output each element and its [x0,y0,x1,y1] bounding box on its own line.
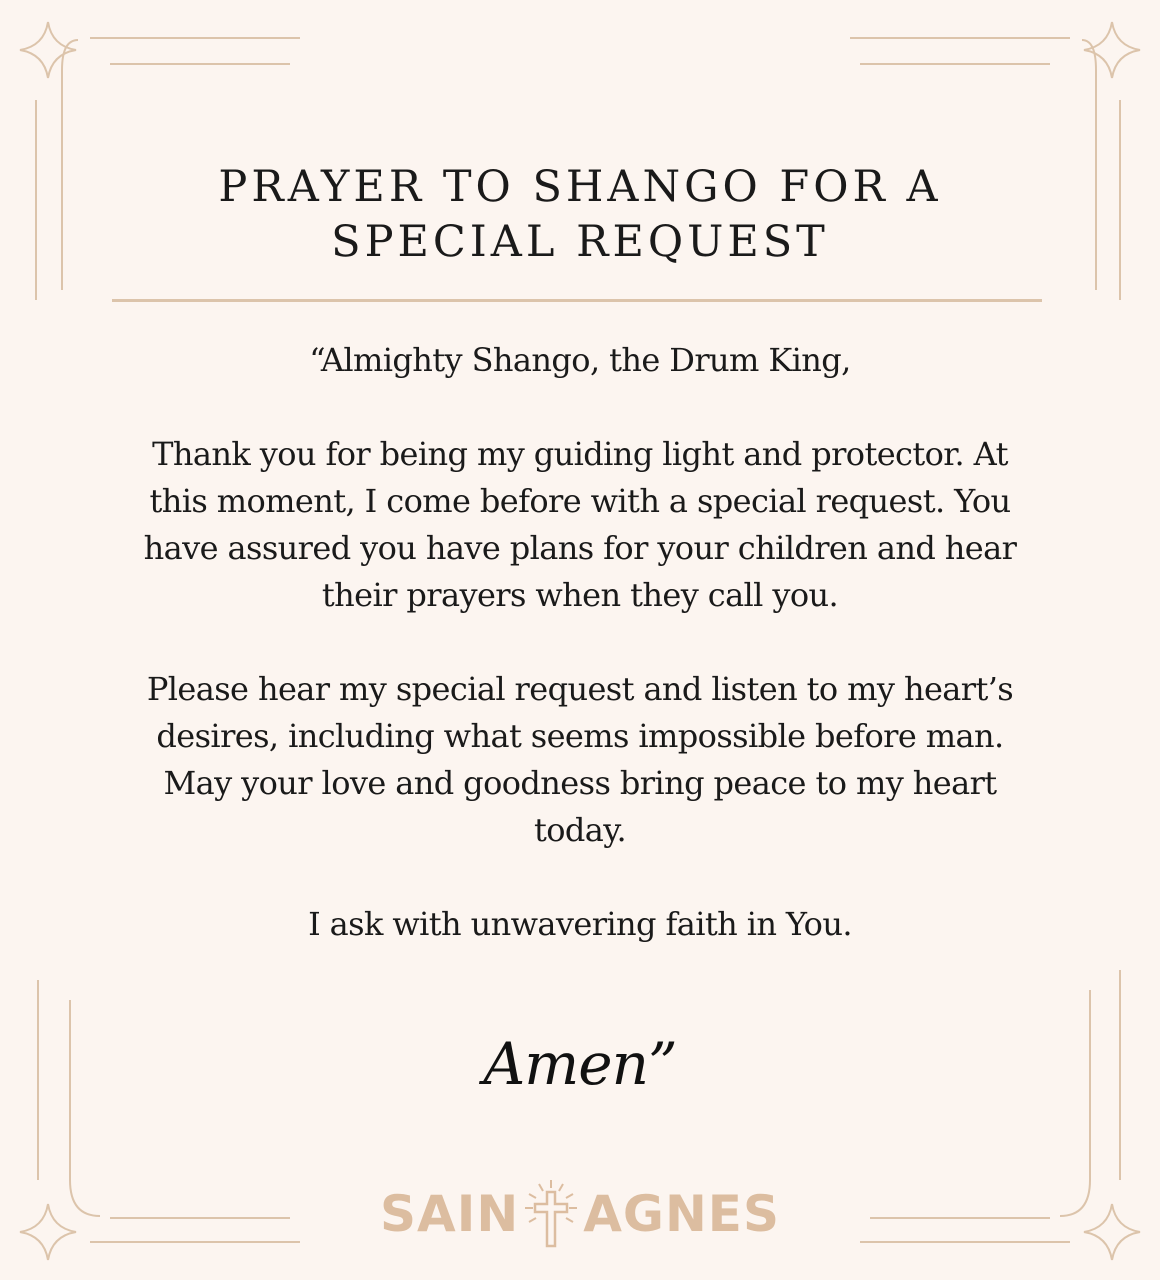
title-line-2: SPECIAL REQUEST [331,217,829,267]
prayer-paragraph: Thank you for being my guiding light and protector. At this moment, I come before with a special request. You have assured you have plans for your children and hear their prayers when they call you. [143,435,1017,614]
brand-logo [360,1178,800,1250]
prayer-paragraph: Please hear my special request and listen to my heart’s desires, including what seems impossible before man. May your love and goodness bring peace to my heart today. [146,670,1014,849]
prayer-body [120,337,1040,948]
cross-icon [521,1178,581,1250]
logo-text-right: AGNES [583,1185,780,1243]
prayer-paragraph: I ask with unwavering faith in You. [308,905,852,943]
prayer-paragraph: “Almighty Shango, the Drum King, [309,341,851,379]
corner-ornament-bottom-right [860,970,1140,1260]
prayer-closing: Amen” [483,1030,677,1098]
page-title [80,160,1080,270]
corner-ornament-bottom-left [20,980,300,1260]
logo-text-left: SAIN [380,1185,520,1243]
title-line-1: PRAYER TO SHANGO FOR A [218,162,942,212]
title-divider [112,299,1042,302]
